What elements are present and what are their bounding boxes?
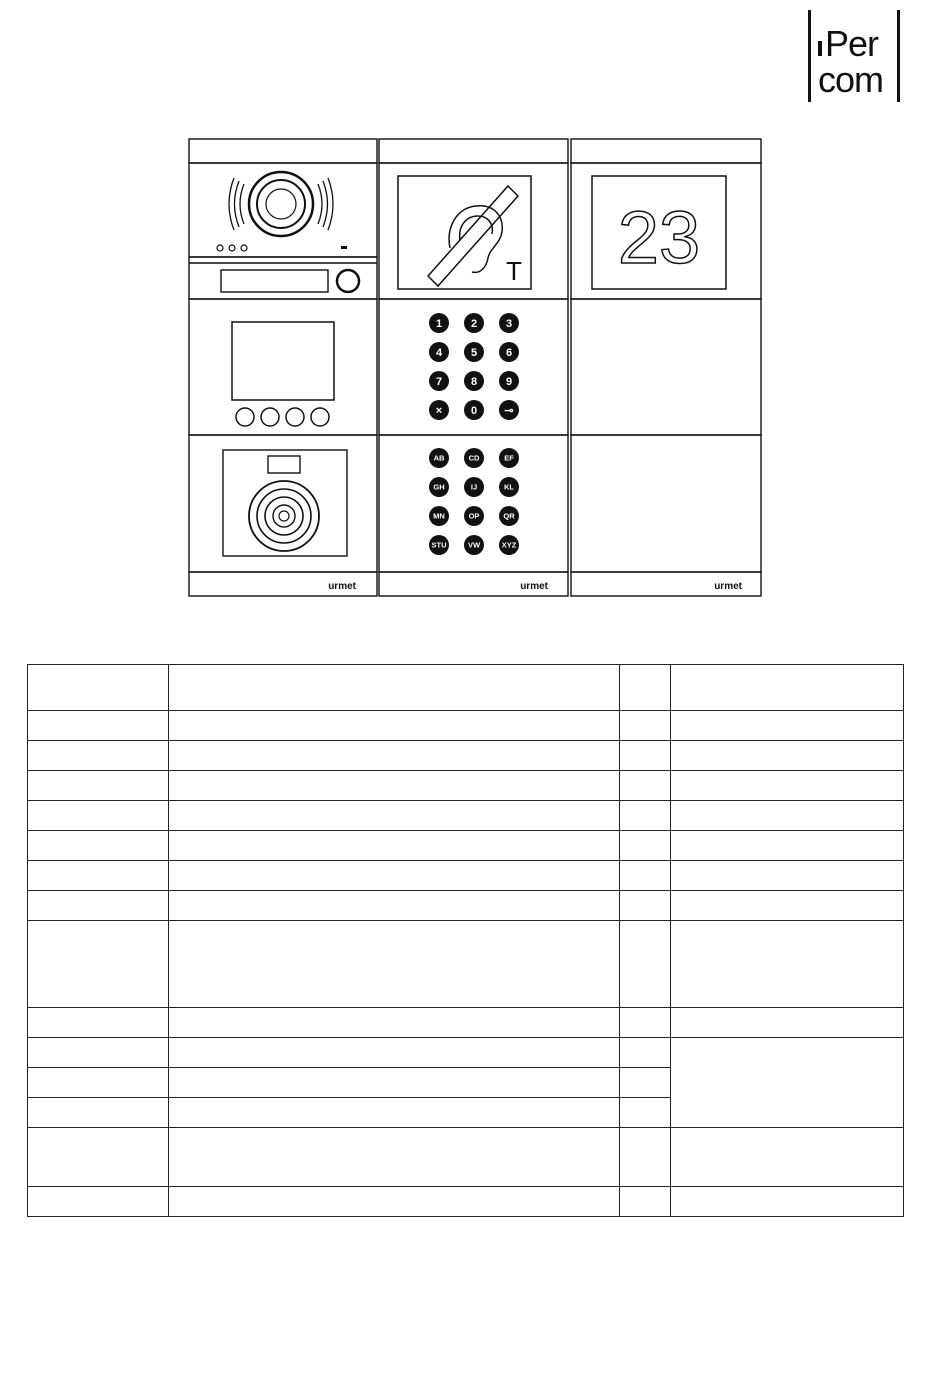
table-row [28,921,904,1008]
numeric-key-label: 8 [470,375,478,388]
table-cell [169,741,620,771]
table-cell [28,891,169,921]
table-row [28,831,904,861]
table-cell [671,1008,904,1038]
spec-table [27,664,904,1217]
numeric-key-label: 5 [470,346,478,359]
alpha-key-label: AB [433,453,445,463]
table-cell [28,1187,169,1217]
table-cell [671,711,904,741]
table-cell [620,1098,671,1128]
alpha-key-label: GH [433,482,445,492]
brand-label-2: urmet [520,581,548,592]
table-cell [28,1008,169,1038]
frame-top-cap-2 [379,139,568,163]
table-cell [671,861,904,891]
table-row [28,1038,904,1068]
table-cell [28,801,169,831]
table-cell [671,1187,904,1217]
numeric-key-label: ⊸ [504,404,514,417]
table-cell [671,831,904,861]
logo-i-mark [818,41,822,56]
numeric-key-label: 9 [505,375,513,388]
table-cell [620,1008,671,1038]
table-cell [169,1128,620,1187]
table-cell [620,891,671,921]
table-cell [671,891,904,921]
table-cell [28,741,169,771]
hearing-loop-module [379,163,568,299]
display-strip [189,263,377,292]
table-cell [28,831,169,861]
table-cell [620,711,671,741]
brand-label-1: urmet [328,581,356,592]
alpha-key-label: IJ [470,482,478,492]
table-row [28,741,904,771]
table-cell [169,861,620,891]
table-row [28,801,904,831]
table-cell [169,1098,620,1128]
alpha-key-label: MN [433,511,445,521]
alpha-key-label: XYZ [501,540,517,550]
alpha-key-label: EF [504,453,514,463]
table-cell [169,1187,620,1217]
table-row [28,1187,904,1217]
numeric-key-label: 0 [470,404,478,417]
brand-label-3: urmet [714,581,742,592]
table-cell [620,1187,671,1217]
table-cell [28,711,169,741]
logo-line-1: Per [825,23,879,64]
numeric-key-label: 7 [435,375,443,388]
table-cell [671,741,904,771]
table-cell [671,665,904,711]
table-cell [28,861,169,891]
table-row [28,861,904,891]
table-cell [169,801,620,831]
table-cell [169,831,620,861]
table-cell [28,1098,169,1128]
table-cell [620,1038,671,1068]
logo-line-2: com [818,59,884,100]
table-cell [28,665,169,711]
table-cell [671,801,904,831]
table-cell [671,921,904,1008]
table-cell [620,861,671,891]
table-cell [28,771,169,801]
audio-module [189,163,377,257]
table-cell [620,921,671,1008]
blank-module-2 [571,435,761,572]
table-cell [620,665,671,711]
numeric-key-label: 3 [505,317,513,330]
table-cell [169,891,620,921]
table-cell [620,1128,671,1187]
ipercom-logo [808,10,900,102]
table-cell [169,771,620,801]
video-screen [232,322,334,426]
alpha-key-label: CD [468,453,480,463]
table-cell [620,801,671,831]
blank-module-1 [571,299,761,435]
numeric-key-label: 4 [435,346,443,359]
logo-right-bar [897,10,900,102]
table-cell [28,1038,169,1068]
table-cell [620,1068,671,1098]
frame-top-cap-3 [571,139,761,163]
numeric-key-label: 1 [435,317,443,330]
table-cell [620,831,671,861]
alpha-key-label: OP [468,511,480,521]
table-cell [169,1068,620,1098]
table-row [28,1008,904,1038]
camera-icon [223,450,347,556]
numeric-key-label: 6 [505,346,513,359]
table-cell [169,711,620,741]
table-cell [169,1008,620,1038]
alpha-key-label: QR [503,511,515,521]
alpha-key-label: VW [467,540,481,550]
numeric-key-label: × [435,404,443,417]
door-entry-panel-drawing [188,138,762,597]
table-cell [28,1128,169,1187]
table-cell [620,741,671,771]
alpha-key-label: KL [504,482,514,492]
frame-top-cap-1 [189,139,377,163]
logo-left-bar [808,10,811,102]
table-row [28,891,904,921]
numeric-key-label: 2 [470,317,478,330]
table-cell [169,665,620,711]
alpha-key-label: STU [431,540,447,550]
hearing-loop-letter: T [506,256,522,286]
table-cell [620,771,671,801]
table-cell [671,771,904,801]
apartment-number: 23 [617,196,701,279]
table-row [28,771,904,801]
table-cell [671,1038,904,1128]
table-cell [169,921,620,1008]
table-row [28,665,904,711]
table-cell [671,1128,904,1187]
table-row [28,1128,904,1187]
table-cell [169,1038,620,1068]
table-cell [28,921,169,1008]
table-cell [28,1068,169,1098]
video-display-module [189,299,377,435]
speaker-icon [217,172,347,251]
table-row [28,711,904,741]
